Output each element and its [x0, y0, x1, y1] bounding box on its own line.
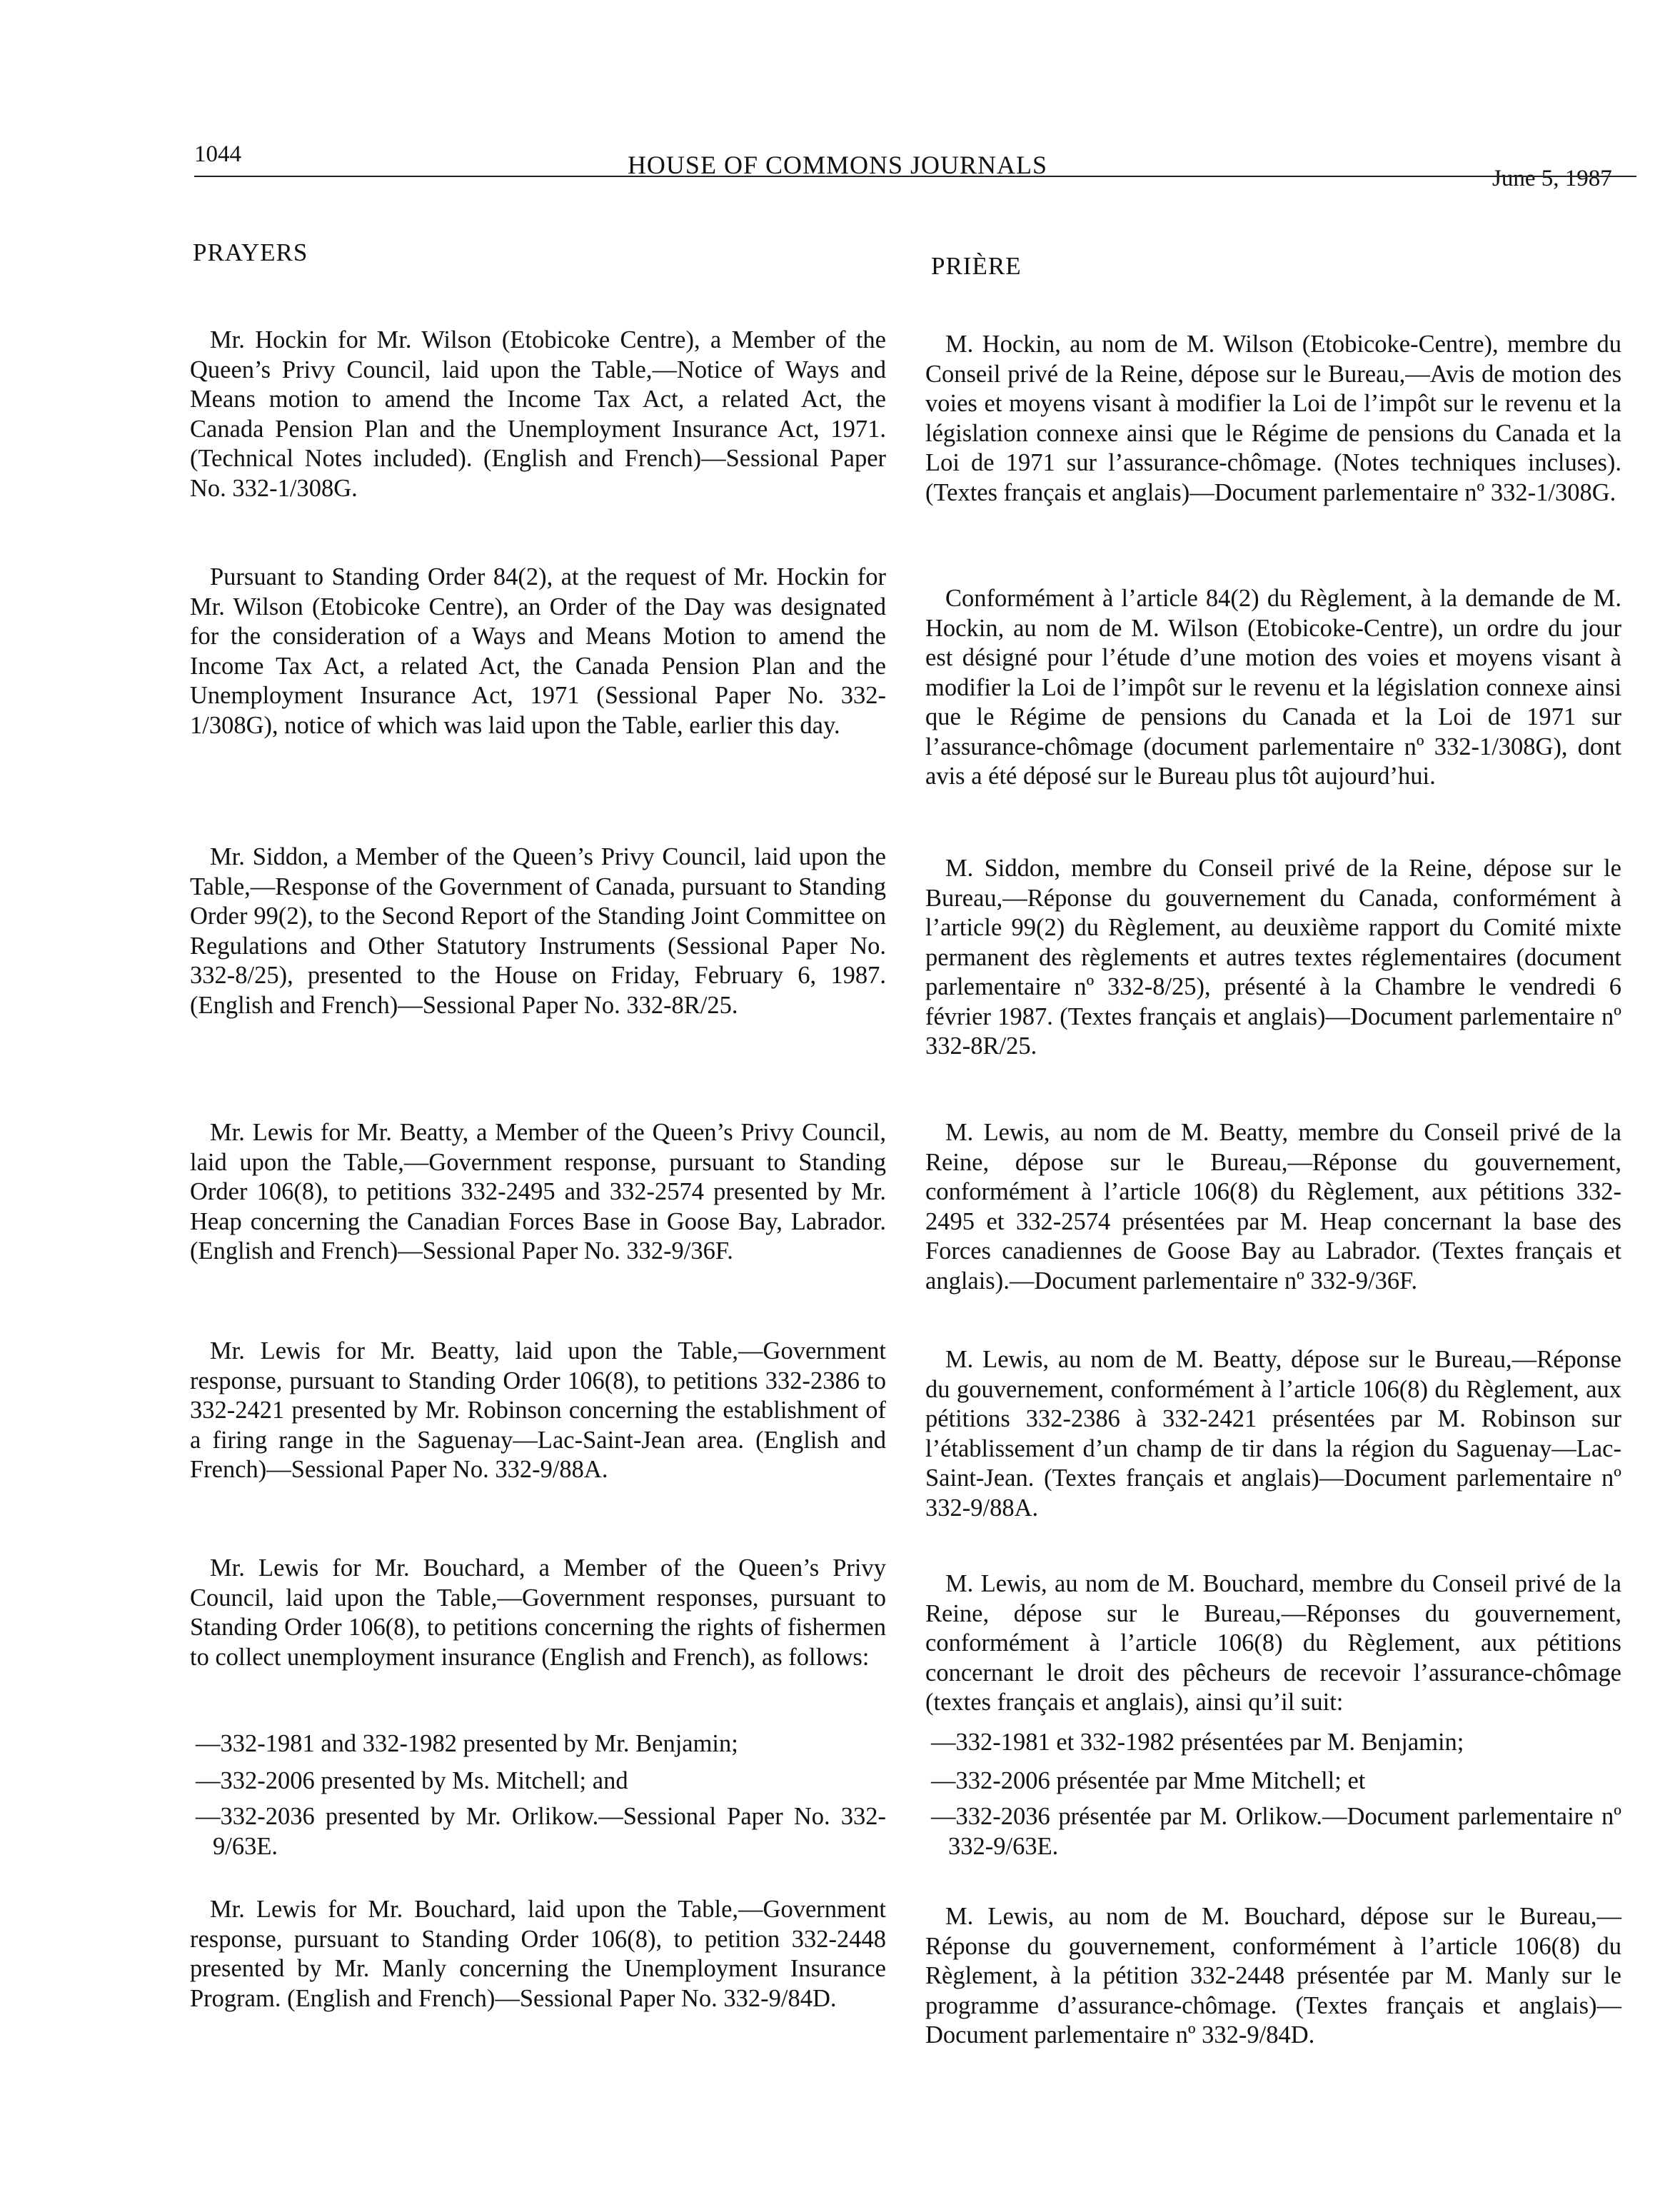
french-paragraph-3: M. Siddon, membre du Conseil privé de la Reine, dépose sur le Bureau,—Réponse du gouvernement du Canada, conformément à l’article 99(2) du Règlement, au deuxième rapport du Comité mixte permanent des règlements et autres textes réglementaires (document parlementaire nº 332-8/25), présenté à la Chambre le vendredi 6 février 1987. (Textes français et anglais)—Document parlementaire nº 332-8R/25.	[925, 855, 1621, 1060]
page-date: June 5, 1987	[1492, 166, 1612, 191]
english-paragraph-3: Mr. Siddon, a Member of the Queen’s Privy Council, laid upon the Table,—Response of the Government of Canada, pursuant to Standing Order 99(2), to the Second Report of the Standing Joint Committee on Regulations and Other Statutory Instruments (Sessional Paper No. 332-8/25), presented to the House on Friday, February 6, 1987. (English and French)—Sessional Paper No. 332-8R/25.	[190, 843, 886, 1019]
french-list-item-1: —332-1981 et 332-1982 présentées par M. Benjamin;	[931, 1729, 1464, 1756]
english-heading: PRAYERS	[193, 238, 308, 266]
english-paragraph-6: Mr. Lewis for Mr. Bouchard, a Member of the Queen’s Privy Council, laid upon the Table,—Government responses, pursuant to Standing Order 106(8), to petitions concerning the rights of fishermen to collect unemployment insurance (English and French), as follows:	[190, 1554, 886, 1671]
french-paragraph-5: M. Lewis, au nom de M. Beatty, dépose sur le Bureau,—Réponse du gouvernement, conformément à l’article 106(8) du Règlement, aux pétitions 332-2386 à 332-2421 présentées par M. Robinson sur l’établissement d’un champ de tir dans la région du Saguenay—Lac-Saint-Jean. (Textes français et anglais)—Document parlementaire nº 332-9/88A.	[925, 1346, 1621, 1522]
french-paragraph-6: M. Lewis, au nom de M. Bouchard, membre du Conseil privé de la Reine, dépose sur le Bureau,—Réponses du gouvernement, conformément à l’article 106(8) du Règlement, aux pétitions concernant le droit des pêcheurs de recevoir l’assurance-chômage (textes français et anglais), ainsi qu’il suit:	[925, 1570, 1621, 1716]
english-list-item-2: —332-2006 presented by Ms. Mitchell; and	[196, 1767, 628, 1794]
english-paragraph-1: Mr. Hockin for Mr. Wilson (Etobicoke Centre), a Member of the Queen’s Privy Council, laid upon the Table,—Notice of Ways and Means motion to amend the Income Tax Act, a related Act, the Canada Pension Plan and the Unemployment Insurance Act, 1971. (Technical Notes included). (English and French)—Sessional Paper No. 332-1/308G.	[190, 326, 886, 502]
french-paragraph-4: M. Lewis, au nom de M. Beatty, membre du Conseil privé de la Reine, dépose sur le Bureau,—Réponse du gouvernement, conformément à l’article 106(8) du Règlement, aux pétitions 332-2495 et 332-2574 présentées par M. Heap concernant la base des Forces canadiennes de Goose Bay au Labrador. (Textes français et anglais).—Document parlementaire nº 332-9/36F.	[925, 1119, 1621, 1294]
french-heading: PRIÈRE	[931, 252, 1022, 280]
english-paragraph-4: Mr. Lewis for Mr. Beatty, a Member of the Queen’s Privy Council, laid upon the Table,—Government response, pursuant to Standing Order 106(8), to petitions 332-2495 and 332-2574 presented by Mr. Heap concerning the Canadian Forces Base in Goose Bay, Labrador. (English and French)—Sessional Paper No. 332-9/36F.	[190, 1119, 886, 1265]
french-paragraph-1: M. Hockin, au nom de M. Wilson (Etobicoke-Centre), membre du Conseil privé de la Reine, dépose sur le Bureau,—Avis de motion des voies et moyens visant à modifier la Loi de l’impôt sur le revenu et la législation connexe ainsi que le Régime de pensions du Canada et la Loi de 1971 sur l’assurance-chômage. (Notes techniques incluses). (Textes français et anglais)—Document parlementaire nº 332-1/308G.	[925, 331, 1621, 506]
english-paragraph-7: Mr. Lewis for Mr. Bouchard, laid upon the Table,—Government response, pursuant to Standing Order 106(8), to petition 332-2448 presented by Mr. Manly concerning the Unemployment Insurance Program. (English and French)—Sessional Paper No. 332-9/84D.	[190, 1896, 886, 2012]
header-rule	[194, 176, 1636, 177]
english-list-item-3: —332-2036 presented by Mr. Orlikow.—Sessional Paper No. 332-9/63E.	[196, 1803, 886, 1860]
english-paragraph-2: Pursuant to Standing Order 84(2), at the request of Mr. Hockin for Mr. Wilson (Etobicoke Centre), an Order of the Day was designated for the consideration of a Ways and Means Motion to amend the Income Tax Act, a related Act, the Canada Pension Plan and the Unemployment Insurance Act, 1971 (Sessional Paper No. 332-1/308G), notice of which was laid upon the Table, earlier this day.	[190, 563, 886, 739]
english-paragraph-5: Mr. Lewis for Mr. Beatty, laid upon the Table,—Government response, pursuant to Standing Order 106(8), to petitions 332-2386 to 332-2421 presented by Mr. Robinson concerning the establishment of a firing range in the Saguenay—Lac-Saint-Jean area. (English and French)—Sessional Paper No. 332-9/88A.	[190, 1337, 886, 1483]
french-paragraph-2: Conformément à l’article 84(2) du Règlement, à la demande de M. Hockin, au nom de M. Wilson (Etobicoke-Centre), un ordre du jour est désigné pour l’étude d’une motion des voies et moyens visant à modifier la Loi de l’impôt sur le revenu et la législation connexe ainsi que le Régime de pensions du Canada et la Loi de 1971 sur l’assurance-chômage (document parlementaire nº 332-1/308G), dont avis a été déposé sur le Bureau plus tôt aujourd’hui.	[925, 585, 1621, 790]
page-number: 1044	[194, 141, 241, 167]
english-list-item-1: —332-1981 and 332-1982 presented by Mr. Benjamin;	[196, 1730, 738, 1757]
french-list-item-3: —332-2036 présentée par M. Orlikow.—Document parlementaire nº 332-9/63E.	[931, 1803, 1621, 1860]
journal-title: HOUSE OF COMMONS JOURNALS	[627, 151, 1048, 179]
french-list-item-2: —332-2006 présentée par Mme Mitchell; et	[931, 1767, 1366, 1794]
french-paragraph-7: M. Lewis, au nom de M. Bouchard, dépose sur le Bureau,—Réponse du gouvernement, conformément à l’article 106(8) du Règlement, à la pétition 332-2448 présentée par M. Manly sur le programme d’assurance-chômage. (Textes français et anglais)—Document parlementaire nº 332-9/84D.	[925, 1903, 1621, 2048]
